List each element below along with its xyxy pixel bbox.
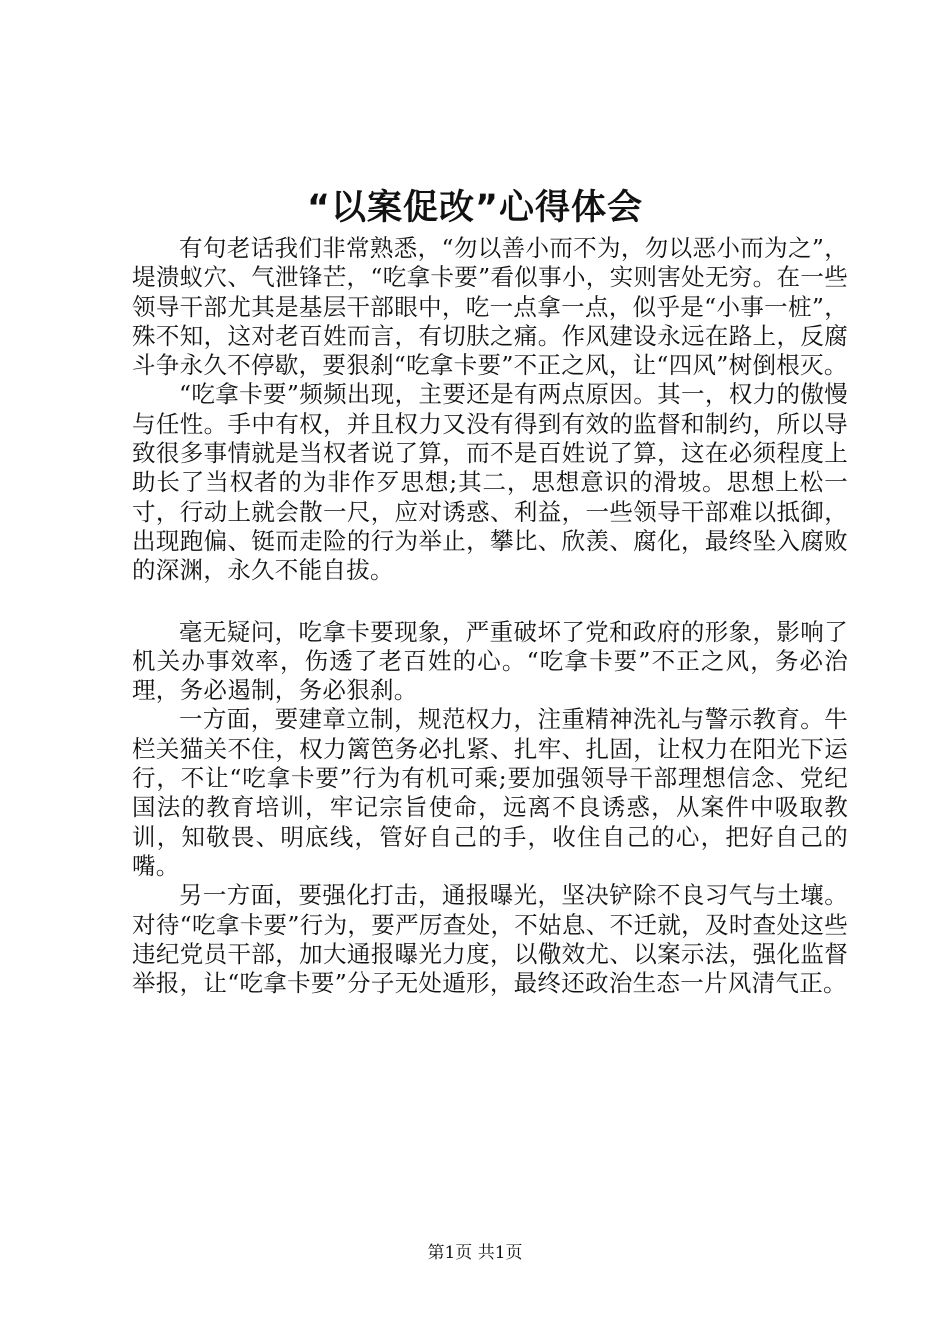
document-title: “以案促改”心得体会 [306,188,643,228]
page-number-footer: 第1页 共1页 [427,1243,523,1263]
paragraph-spacer [132,586,848,618]
paragraph-5: 另一方面，要强化打击，通报曝光，坚决铲除不良习气与土壤。对待“吃拿卡要”行为，要严厉查处，不姑息、不迁就，及时查处这些违纪党员干部，加大通报曝光力度，以儆效尤、以案示法，强化监督举报，让“吃拿卡要”分子无处遁形，最终还政治生态一片风清气正。 [132,881,848,998]
document-body [132,234,848,998]
paragraph-1: 有句老话我们非常熟悉，“勿以善小而不为，勿以恶小而为之”，堤溃蚁穴、气泄锋芒，“吃拿卡要”看似事小，实则害处无穷。在一些领导干部尤其是基层干部眼中，吃一点拿一点，似乎是“小事一桩”，殊不知，这对老百姓而言，有切肤之痛。作风建设永远在路上，反腐斗争永久不停歇，要狠刹“吃拿卡要”不正之风，让“四风”树倒根灭。 [132,234,848,380]
paragraph-4: 一方面，要建章立制，规范权力，注重精神洗礼与警示教育。牛栏关猫关不住，权力篱笆务必扎紧、扎牢、扎固，让权力在阳光下运行，不让“吃拿卡要”行为有机可乘;要加强领导干部理想信念、党纪国法的教育培训，牢记宗旨使命，远离不良诱惑，从案件中吸取教训，知敬畏、明底线，管好自己的手，收住自己的心，把好自己的嘴。 [132,705,848,880]
paragraph-3: 毫无疑问，吃拿卡要现象，严重破坏了党和政府的形象，影响了机关办事效率，伤透了老百姓的心。“吃拿卡要”不正之风，务必治理，务必遏制，务必狠刹。 [132,617,848,705]
paragraph-2: “吃拿卡要”频频出现，主要还是有两点原因。其一，权力的傲慢与任性。手中有权，并且权力又没有得到有效的监督和制约，所以导致很多事情就是当权者说了算，而不是百姓说了算，这在必须程度上助长了当权者的为非作歹思想;其二，思想意识的滑坡。思想上松一寸，行动上就会散一尺，应对诱惑、利益，一些领导干部难以抵御，出现跑偏、铤而走险的行为举止，攀比、欣羡、腐化，最终坠入腐败的深渊，永久不能自拔。 [132,380,848,585]
